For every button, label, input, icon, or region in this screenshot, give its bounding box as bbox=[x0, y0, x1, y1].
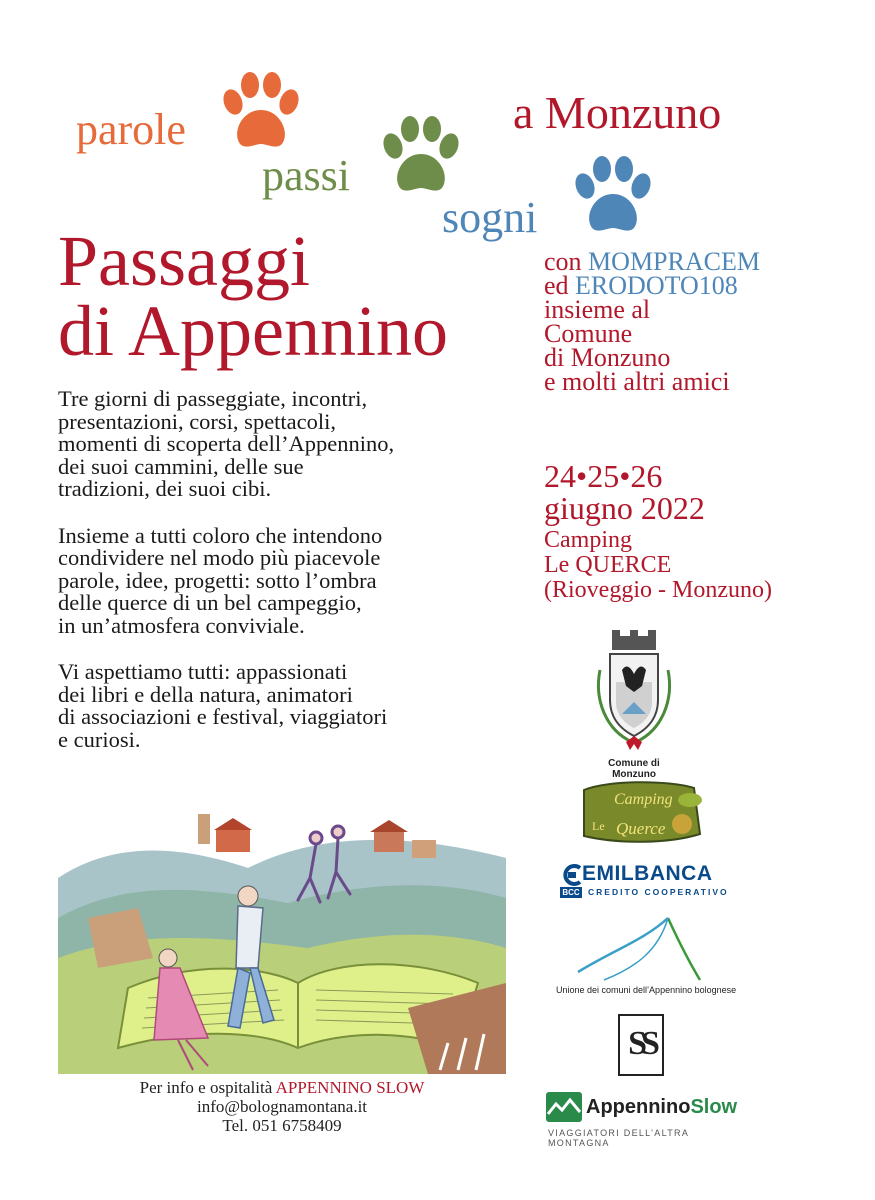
partners-line5: di Monzuno bbox=[544, 343, 671, 372]
emilbanca-mark-icon bbox=[560, 864, 582, 886]
partners-con: con bbox=[544, 247, 582, 276]
word-sogni: sogni bbox=[442, 193, 538, 242]
bcc-badge: BCC bbox=[560, 887, 582, 898]
comune-label: Comune di Monzuno bbox=[608, 758, 660, 780]
credito-cooperativo-text: CREDITO COOPERATIVO bbox=[588, 887, 729, 897]
event-dates bbox=[544, 460, 705, 524]
text-line: delle querce di un bel campeggio, bbox=[58, 590, 362, 615]
info-org: APPENNINO SLOW bbox=[275, 1078, 425, 1097]
camping-querce-logo bbox=[578, 778, 710, 848]
camping-bottom-text: Querce bbox=[616, 819, 666, 838]
partners-block bbox=[544, 247, 760, 396]
text-line: presentazioni, corsi, spettacoli, bbox=[58, 408, 337, 434]
text-line: in un’atmosfera conviviale. bbox=[58, 612, 305, 638]
appennino-slow-name-part2: Slow bbox=[690, 1096, 738, 1118]
text-line: parole, idee, progetti: sotto l’ombra bbox=[58, 567, 377, 593]
contact-footer bbox=[58, 1078, 506, 1135]
event-month-year: giugno 2022 bbox=[544, 490, 705, 526]
partner-erodoto108: ERODOTO108 bbox=[575, 271, 738, 300]
description-paragraph-3 bbox=[58, 661, 528, 751]
description bbox=[58, 388, 528, 775]
info-prefix: Per info e ospitalità bbox=[139, 1078, 273, 1097]
appennino-slow-subtitle: VIAGGIATORI DELL’ALTRA MONTAGNA bbox=[548, 1128, 689, 1148]
emilbanca-logo bbox=[560, 862, 730, 902]
contact-phone: Tel. 051 6758409 bbox=[222, 1116, 342, 1135]
appennino-slow-name bbox=[586, 1096, 737, 1119]
event-venue bbox=[544, 528, 772, 603]
description-paragraph-1 bbox=[58, 388, 528, 501]
event-title-line2: di Appennino bbox=[58, 291, 448, 371]
text-line: di associazioni e festival, viaggiatori bbox=[58, 704, 388, 729]
paw-orange-icon bbox=[222, 72, 300, 152]
partner-mompracem: MOMPRACEM bbox=[588, 247, 760, 276]
ss-logo bbox=[618, 1014, 664, 1076]
ss-logo-text: SS bbox=[628, 1025, 654, 1062]
unione-label: Unione dei comuni dell’Appennino bolognese bbox=[556, 985, 737, 995]
venue-line1: Camping bbox=[544, 527, 632, 553]
text-line: Insieme a tutti coloro che intendono bbox=[58, 522, 383, 548]
event-days: 24•25•26 bbox=[544, 458, 663, 494]
emilbanca-name: EMILBANCA bbox=[582, 862, 713, 885]
text-line: dei suoi cammini, delle sue bbox=[58, 453, 304, 479]
appennino-slow-mark-icon bbox=[546, 1092, 582, 1122]
appennino-slow-logo bbox=[546, 1092, 746, 1148]
paw-blue-icon bbox=[574, 156, 652, 236]
appennino-slow-name-part1: Appennino bbox=[586, 1096, 691, 1118]
event-title bbox=[58, 221, 448, 371]
paw-green-icon bbox=[382, 116, 460, 196]
text-line: momenti di scoperta dell’Appennino, bbox=[58, 431, 395, 456]
partners-line6: e molti altri amici bbox=[544, 367, 730, 396]
text-line: Vi aspettiamo tutti: appassionati bbox=[58, 659, 348, 684]
event-title-line1: Passaggi bbox=[58, 221, 310, 301]
camping-le-text: Le bbox=[592, 819, 605, 833]
partners-ed: ed bbox=[544, 271, 569, 300]
camping-top-text: Camping bbox=[614, 791, 673, 808]
location-heading: a Monzuno bbox=[513, 87, 722, 138]
text-line: Tre giorni di passeggiate, incontri, bbox=[58, 386, 368, 411]
text-line: dei libri e della natura, animatori bbox=[58, 681, 353, 707]
partners-line4: Comune bbox=[544, 319, 633, 348]
text-line: condividere nel modo più piacevole bbox=[58, 545, 381, 570]
contact-email[interactable]: info@bolognamontana.it bbox=[196, 1097, 368, 1116]
venue-line3: (Rioveggio - Monzuno) bbox=[544, 577, 772, 603]
unione-comuni-logo bbox=[574, 910, 704, 984]
text-line: e curiosi. bbox=[58, 726, 141, 752]
comune-crest-logo bbox=[586, 630, 682, 754]
description-paragraph-2 bbox=[58, 522, 528, 638]
venue-line2: Le QUERCE bbox=[544, 552, 672, 578]
word-parole: parole bbox=[76, 105, 186, 154]
book-landscape-illustration bbox=[58, 808, 506, 1074]
partners-line3: insieme al bbox=[544, 295, 651, 324]
text-line: tradizioni, dei suoi cibi. bbox=[58, 476, 272, 501]
word-passi: passi bbox=[262, 151, 350, 200]
